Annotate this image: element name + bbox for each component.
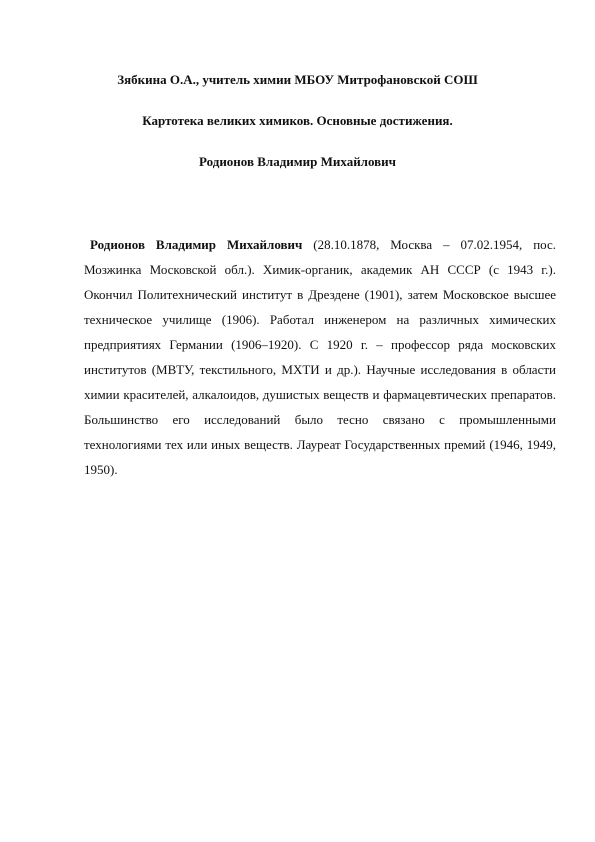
document-title: Картотека великих химиков. Основные достижения. [142,113,453,128]
biography-lead-name: Родионов Владимир Михайлович [90,237,303,252]
biography-text: (28.10.1878, Москва – 07.02.1954, пос. Мозжинка Московской обл.). Химик-органик, академик АН СССР (с 1943 г.). Окончил Политехнический институт в Дрездене (1901), затем Московское высшее техническое училище (1906). Работал инженером на различных химических предприятиях Германии (1906–1920). С 1920 г. – профессор ряда московских институтов (МВТУ, текстильного, МХТИ и др.). Научные исследования в области химии красителей, алкалоидов, душистых веществ и фармацевтических препаратов. Большинство его исследований было тесно связано с промышленными технологиями тех или иных веществ. Лауреат Государственных премий (1946, 1949, 1950). [84,237,557,477]
biography-paragraph [84,232,556,482]
author-line: Зябкина О.А., учитель химии МБОУ Митрофановской СОШ [117,72,478,87]
subject-name-heading: Родионов Владимир Михайлович [199,154,396,169]
